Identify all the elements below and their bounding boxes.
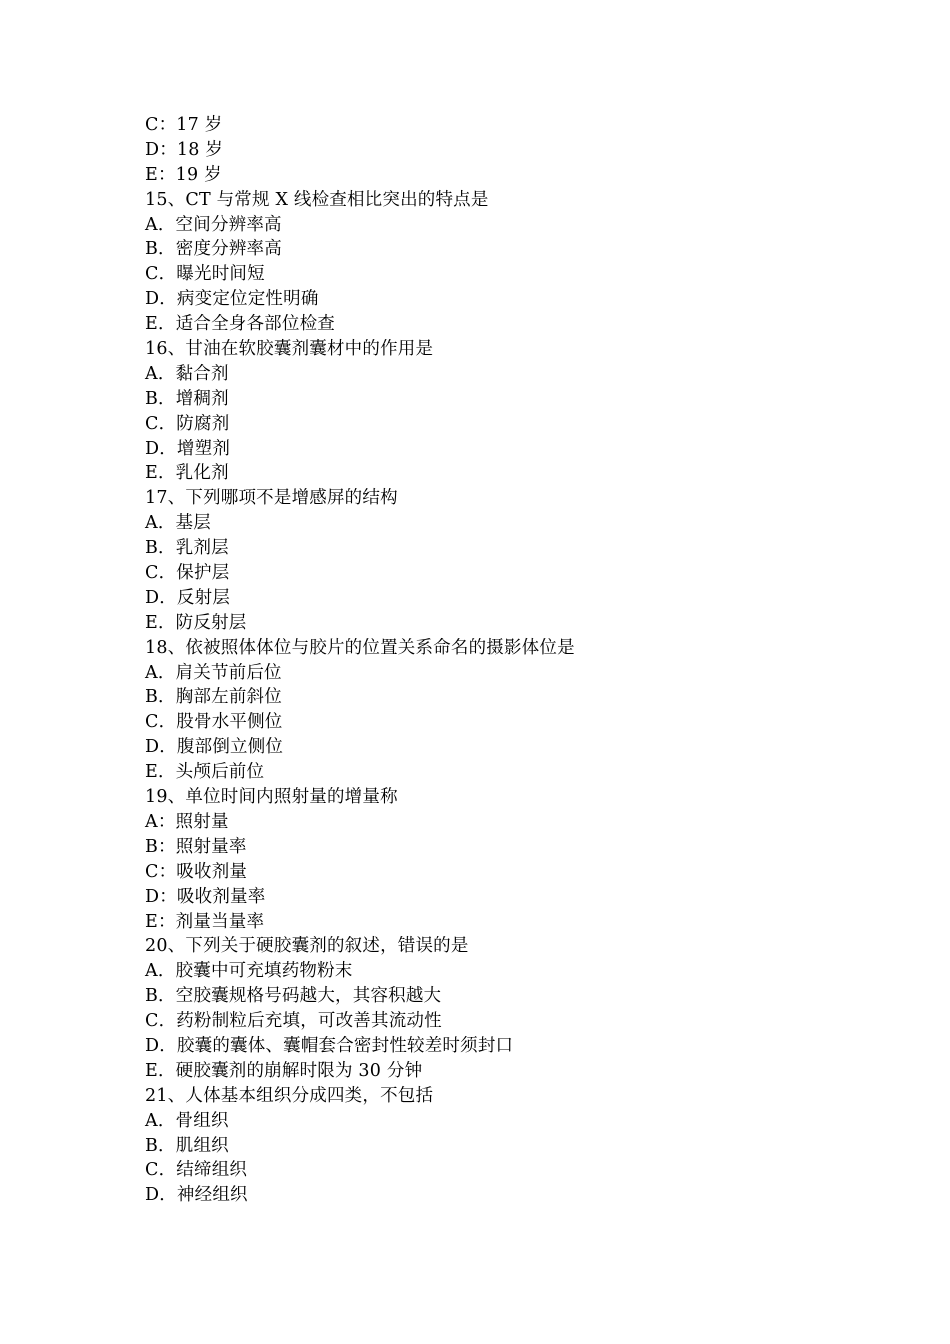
option-e: E．防反射层 <box>145 612 247 633</box>
option-e: E：剂量当量率 <box>145 911 265 932</box>
option-a: A．空间分辨率高 <box>145 214 282 235</box>
option-a: A．基层 <box>145 513 211 534</box>
option-e: E．乳化剂 <box>145 463 229 484</box>
option-a: A．肩关节前后位 <box>145 662 282 683</box>
option-e: E．头颅后前位 <box>145 762 265 783</box>
option-a: A．骨组织 <box>145 1110 229 1131</box>
option-d: D：18 岁 <box>145 139 224 160</box>
question-15: 15、CT 与常规 X 线检查相比突出的特点是 <box>145 189 489 210</box>
option-c: C．防腐剂 <box>145 413 230 434</box>
option-b: B．乳剂层 <box>145 538 229 559</box>
option-d: D：吸收剂量率 <box>145 886 266 907</box>
question-16: 16、甘油在软胶囊剂囊材中的作用是 <box>145 339 434 360</box>
option-c: C．股骨水平侧位 <box>145 712 283 733</box>
option-a: A．黏合剂 <box>145 363 229 384</box>
option-d: D．病变定位定性明确 <box>145 289 319 310</box>
question-list <box>145 113 845 1208</box>
option-d: D．腹部倒立侧位 <box>145 737 284 758</box>
question-20: 20、下列关于硬胶囊剂的叙述，错误的是 <box>145 936 469 957</box>
option-e: E．适合全身各部位检查 <box>145 314 335 335</box>
option-d: D．胶囊的囊体、囊帽套合密封性较差时须封口 <box>145 1035 514 1056</box>
option-b: B．肌组织 <box>145 1135 229 1156</box>
option-a: A．胶囊中可充填药物粉末 <box>145 961 353 982</box>
option-c: C．结缔组织 <box>145 1160 248 1181</box>
option-a: A：照射量 <box>145 811 229 832</box>
option-e: E：19 岁 <box>145 164 222 185</box>
option-c: C．药粉制粒后充填，可改善其流动性 <box>145 1011 442 1032</box>
option-c: C：17 岁 <box>145 115 223 135</box>
option-e: E．硬胶囊剂的崩解时限为 30 分钟 <box>145 1060 423 1081</box>
option-d: D．反射层 <box>145 587 231 608</box>
question-19: 19、单位时间内照射量的增量称 <box>145 787 398 808</box>
option-b: B：照射量率 <box>145 836 247 857</box>
question-17: 17、下列哪项不是增感屏的结构 <box>145 488 398 509</box>
option-b: B．增稠剂 <box>145 388 229 409</box>
option-c: C：吸收剂量 <box>145 861 248 882</box>
option-d: D．增塑剂 <box>145 438 231 459</box>
option-b: B．空胶囊规格号码越大，其容积越大 <box>145 986 442 1007</box>
option-b: B．胸部左前斜位 <box>145 687 282 708</box>
question-21: 21、人体基本组织分成四类，不包括 <box>145 1085 434 1106</box>
option-c: C．保护层 <box>145 563 230 584</box>
option-b: B．密度分辨率高 <box>145 239 282 260</box>
option-c: C．曝光时间短 <box>145 264 265 285</box>
option-d: D．神经组织 <box>145 1185 248 1206</box>
question-18: 18、依被照体体位与胶片的位置关系命名的摄影体位是 <box>145 637 575 658</box>
